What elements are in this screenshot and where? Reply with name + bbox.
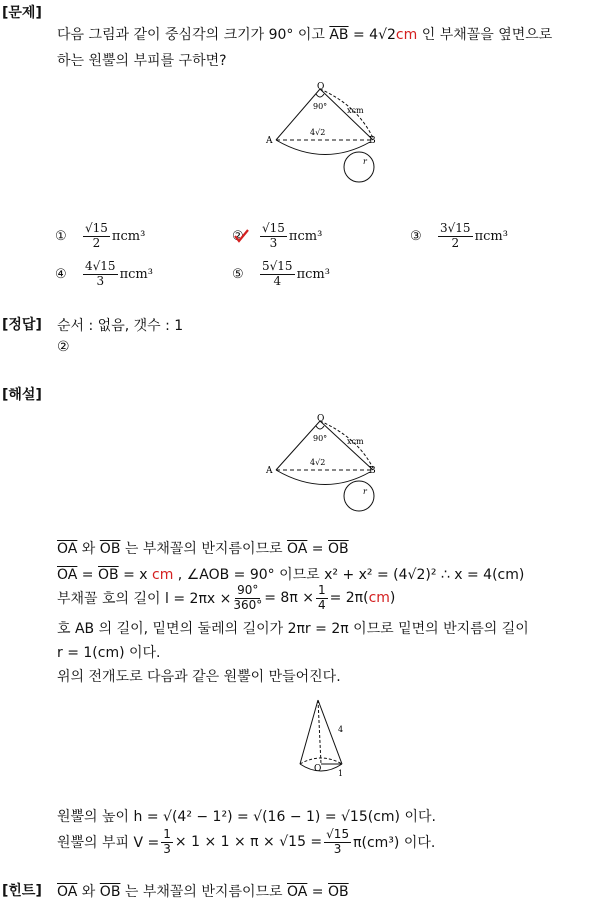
label-o: O	[317, 414, 325, 424]
fraction: $\frac{3√15}{2}$	[440, 221, 471, 250]
explanation-line-1: $\overline{OA}$ 와 $\overline{OB}$ 는 부채꼴의 반지름이므로 $\overline{OA} = \overline{OB}$	[57, 541, 349, 557]
base-circle	[344, 481, 374, 511]
cone-side-left	[300, 700, 318, 764]
answer-label: [정답]	[2, 317, 42, 333]
label-o: O	[314, 764, 322, 774]
choice-number: ②	[232, 229, 258, 244]
fraction: $\frac{4√15}{3}$	[85, 259, 116, 288]
explanation-line-4: 호 AB 의 길이, 밑면의 둘레의 길이가 2πr = 2π 이므로 밑면의 반지름의 길이	[57, 621, 529, 637]
check-mark-icon	[233, 229, 249, 243]
explanation-line-6: 위의 전개도로 다음과 같은 원뿔이 만들어진다.	[57, 669, 341, 685]
fraction: $\frac{5√15}{4}$	[262, 259, 293, 288]
choice-3[interactable]	[410, 222, 508, 251]
choice-4[interactable]	[55, 260, 153, 289]
choice-unit: πcm³	[111, 228, 146, 244]
explanation-line-2: $\overline{OA} = \overline{OB} = x$ cm , ∠AOB = 90° 이므로 x² + x² = (4√2)² ∴ x = 4(cm)	[57, 567, 525, 583]
base-circle	[344, 152, 374, 182]
fraction: $\frac{√15}{2}$	[85, 221, 108, 250]
problem-label: [문제]	[2, 5, 42, 21]
angle-mark	[316, 94, 324, 97]
choice-number: ⑤	[232, 266, 244, 282]
hint-line: $\overline{OA}$ 와 $\overline{OB}$ 는 부채꼴의 반지름이므로 $\overline{OA} = \overline{OB}$	[57, 884, 349, 900]
label-angle: 90°	[313, 102, 328, 111]
choice-unit: πcm³	[119, 266, 153, 282]
problem-line-1	[57, 24, 552, 44]
sector-figure-1	[262, 80, 382, 190]
choice-unit: πcm³	[474, 228, 508, 244]
answer-meta: 순서 : 없음, 갯수 : 1	[57, 318, 184, 334]
hint-label: [힌트]	[2, 883, 42, 899]
explanation-line-3: 부채꼴 호의 길이 l = 2πx × $\frac{90^\circ}{360^\circ}$ = 8π × $\frac{1}{4}$ = 2π( cm )	[57, 583, 396, 612]
problem-text: 인 부채꼴을 옆면으로	[417, 27, 553, 43]
label-a: A	[266, 466, 273, 476]
cone-figure	[292, 696, 358, 782]
choice-5[interactable]	[232, 260, 330, 289]
problem-text: = 4√2	[348, 27, 396, 43]
choice-number: ①	[55, 228, 67, 244]
label-angle: 90°	[313, 434, 328, 443]
unit-cm: cm	[395, 27, 418, 43]
label-b: B	[369, 136, 376, 146]
angle-mark	[316, 426, 324, 429]
label-side: xcm	[347, 437, 364, 446]
label-chord: 4√2	[310, 128, 326, 137]
cone-height	[318, 700, 321, 764]
explanation-line-8: 원뿔의 부피 V = $\frac{1}{3}$ × 1 × 1 × π × √15 = $\frac{√15}{3}$ π(cm³) 이다.	[57, 827, 436, 856]
label-b: B	[369, 466, 376, 476]
choice-unit: πcm³	[296, 266, 330, 282]
segment-ab: $\overline{AB}$	[329, 27, 349, 43]
label-side: xcm	[347, 106, 364, 115]
choice-2[interactable]	[232, 222, 322, 251]
fraction: $\frac{√15}{3}$	[262, 221, 285, 250]
label-slant: 4	[338, 725, 344, 734]
choice-number: ③	[410, 228, 422, 244]
label-r: r	[363, 157, 367, 166]
label-o: O	[317, 82, 325, 92]
answer-value: ②	[57, 339, 70, 355]
explanation-line-7: 원뿔의 높이 h = √(4² − 1²) = √(16 − 1) = √15(cm) 이다.	[57, 809, 436, 825]
problem-line-2: 하는 원뿔의 부피를 구하면?	[57, 53, 227, 69]
explanation-line-5: r = 1(cm) 이다.	[57, 645, 161, 661]
choice-1[interactable]	[55, 222, 145, 251]
choice-number: ④	[55, 266, 67, 282]
label-a: A	[266, 136, 273, 146]
explanation-label: [해설]	[2, 387, 42, 403]
arc-ab	[276, 470, 370, 485]
sector-figure-2	[262, 412, 382, 522]
label-chord: 4√2	[310, 458, 326, 467]
label-radius: 1	[338, 769, 344, 778]
problem-text: 다음 그림과 같이 중심각의 크기가 90° 이고	[57, 27, 330, 43]
choice-unit: πcm³	[288, 228, 323, 244]
label-r: r	[363, 487, 367, 496]
